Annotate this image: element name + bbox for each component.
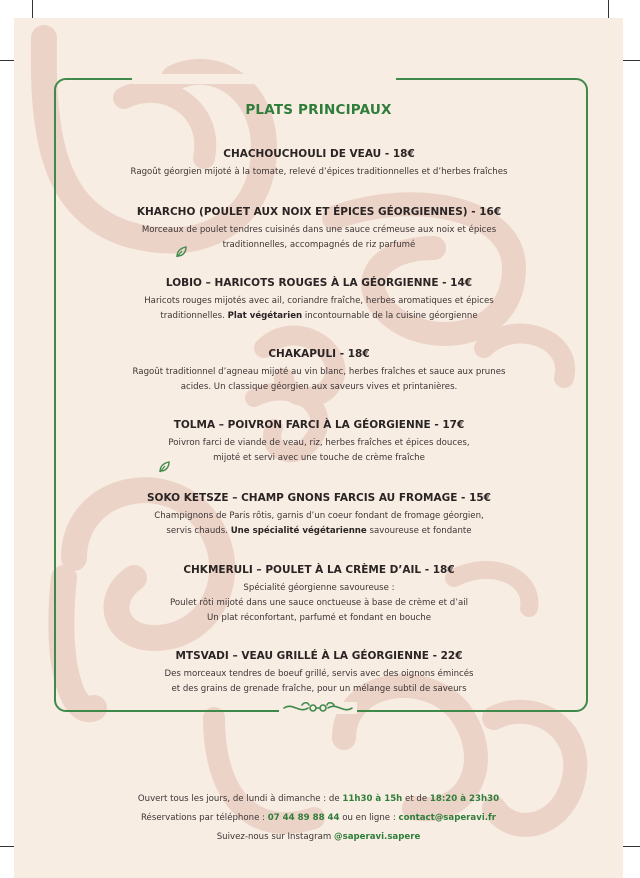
hours-dinner: 18:20 à 23h30	[429, 794, 500, 804]
dish-item	[94, 650, 544, 697]
dish-name: LOBIO – HARICOTS ROUGES À LA GÉORGIENNE - 14€	[165, 277, 473, 289]
dish-description	[94, 667, 544, 697]
dish-description	[94, 509, 544, 539]
dish-description-line: Des morceaux tendres de boeuf grillé, servis avec des oignons émincés	[164, 669, 474, 679]
dish-description-line: traditionnelles, accompagnés de riz parfumé	[222, 240, 416, 250]
dish-description-line: Poulet rôti mijoté dans une sauce onctueuse à base de crème et d’ail	[170, 598, 468, 608]
section-title: PLATS PRINCIPAUX	[245, 102, 392, 118]
dish-description-line: Un plat réconfortant, parfumé et fondant en bouche	[206, 613, 432, 623]
dish-description-line: Haricots rouges mijotés avec ail, coriandre fraîche, herbes aromatiques et épices	[144, 296, 494, 306]
menu-page	[14, 18, 623, 878]
dish-name: TOLMA – POIVRON FARCI À LA GÉORGIENNE - 17€	[173, 419, 465, 431]
dish-description-line: Ragoût géorgien mijoté à la tomate, relevé d’épices traditionnelles et d’herbes fraîches	[130, 167, 508, 177]
dish-name: CHKMERULI – POULET À LA CRÈME D’AIL - 18€	[183, 564, 455, 576]
text-segment: traditionnelles.	[160, 311, 228, 321]
dish-item	[94, 148, 544, 180]
dish-description	[94, 581, 544, 626]
dish-description	[94, 165, 544, 180]
dish-description-line: Spécialité géorgienne savoureuse :	[243, 583, 395, 593]
dish-description	[94, 365, 544, 395]
dish-name: CHACHOUCHOULI DE VEAU - 18€	[223, 148, 415, 160]
text-segment: et de	[402, 794, 430, 804]
dish-description-line	[94, 309, 544, 324]
dish-description	[94, 294, 544, 324]
dish-item	[94, 277, 544, 324]
instagram-handle[interactable]: @saperavi.sapere	[333, 832, 421, 842]
text-segment: savoureuse et fondante	[366, 526, 472, 536]
opening-hours	[14, 794, 623, 804]
reservation-info	[14, 813, 623, 823]
dish-name: SOKO KETSZE – CHAMP GNONS FARCIS AU FROMAGE - 15€	[146, 492, 491, 504]
frame-title-gap	[132, 74, 396, 84]
dish-description-line	[94, 524, 544, 539]
dish-name: CHAKAPULI - 18€	[268, 348, 370, 360]
email-link[interactable]: contact@saperavi.fr	[398, 813, 497, 823]
text-segment: incontournable de la cuisine géorgienne	[302, 311, 478, 321]
dish-description-line: acides. Un classique géorgien aux saveurs vives et printanières.	[180, 382, 458, 392]
text-segment: Réservations par téléphone :	[140, 813, 268, 823]
dish-item	[94, 492, 544, 539]
vegetarian-highlight: Une spécialité végétarienne	[230, 526, 367, 536]
dish-description-line: Poivron farci de viande de veau, riz, herbes fraîches et épices douces,	[168, 438, 470, 448]
vegetarian-highlight: Plat végétarien	[227, 311, 303, 321]
dish-name: MTSVADI – VEAU GRILLÉ À LA GÉORGIENNE - 22€	[175, 650, 463, 662]
dish-name: KHARCHO (POULET AUX NOIX ET ÉPICES GÉORGIENNES) - 16€	[136, 206, 502, 218]
dish-item	[94, 564, 544, 626]
dish-description-line: Ragoût traditionnel d’agneau mijoté au vin blanc, herbes fraîches et sauce aux prunes	[132, 367, 506, 377]
text-segment: servis chauds.	[166, 526, 231, 536]
dish-description	[94, 223, 544, 253]
dish-description-line: Morceaux de poulet tendres cuisinés dans une sauce crémeuse aux noix et épices	[141, 225, 497, 235]
vegetarian-leaf-icon	[157, 460, 171, 474]
text-segment: Suivez-nous sur Instagram	[216, 832, 334, 842]
dish-item	[94, 206, 544, 253]
dish-description-line: mijoté et servi avec une touche de crème fraîche	[213, 453, 425, 463]
hours-lunch: 11h30 à 15h	[342, 794, 403, 804]
phone-number[interactable]: 07 44 89 88 44	[267, 813, 340, 823]
text-segment: Ouvert tous les jours, de lundi à dimanche : de	[137, 794, 343, 804]
flourish-ornament-icon	[282, 700, 354, 716]
dish-item	[94, 419, 544, 466]
vegetarian-leaf-icon	[174, 245, 188, 259]
instagram-info	[14, 832, 623, 842]
dish-item	[94, 348, 544, 395]
dish-description-line: Champignons de Paris rôtis, garnis d’un coeur fondant de fromage géorgien,	[154, 511, 484, 521]
dish-description-line: et des grains de grenade fraîche, pour un mélange subtil de saveurs	[171, 684, 467, 694]
text-segment: ou en ligne :	[339, 813, 399, 823]
